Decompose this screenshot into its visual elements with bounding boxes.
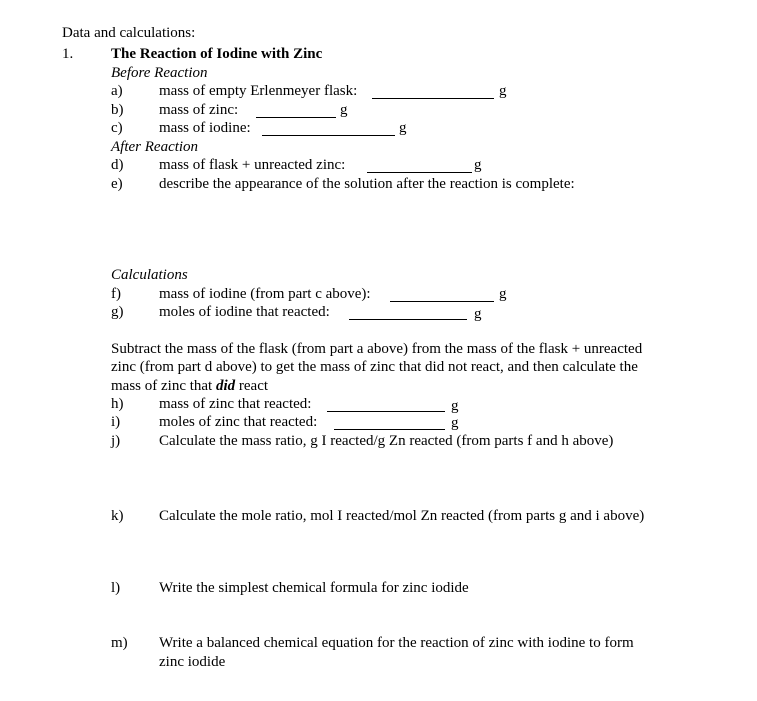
item-l-letter: l) [111, 580, 121, 596]
item-e-prompt: describe the appearance of the solution after the reaction is complete: [159, 176, 575, 192]
item-l-prompt: Write the simplest chemical formula for zinc iodide [159, 580, 469, 596]
item-c-label: mass of iodine: [159, 120, 251, 136]
item-k-letter: k) [111, 508, 124, 524]
instruction-line-3-start: mass of zinc that [111, 378, 216, 394]
instruction-line-2: zinc (from part d above) to get the mass of zinc that did not react, and then calculate the [111, 359, 638, 375]
item-g-unit: g [474, 306, 482, 322]
item-f-unit: g [499, 286, 507, 302]
item-i-unit: g [451, 415, 459, 431]
item-c-unit: g [399, 120, 407, 136]
item-h-letter: h) [111, 396, 124, 412]
item-f-letter: f) [111, 286, 121, 302]
item-g-answer-blank[interactable] [349, 319, 467, 320]
item-a-letter: a) [111, 83, 123, 99]
instruction-line-3-end: react [235, 378, 269, 394]
item-c-letter: c) [111, 120, 123, 136]
problem-title: The Reaction of Iodine with Zinc [111, 46, 323, 62]
item-g-letter: g) [111, 304, 124, 320]
instruction-line-1: Subtract the mass of the flask (from part a above) from the mass of the flask + unreacted [111, 341, 643, 357]
instruction-line-3 [111, 377, 268, 395]
item-b-letter: b) [111, 102, 124, 118]
item-h-label: mass of zinc that reacted: [159, 396, 312, 412]
item-d-letter: d) [111, 157, 124, 173]
item-i-answer-blank[interactable] [334, 429, 445, 430]
item-f-label: mass of iodine (from part c above): [159, 286, 371, 302]
problem-number: 1. [62, 46, 74, 62]
item-a-unit: g [499, 83, 507, 99]
item-d-label: mass of flask + unreacted zinc: [159, 157, 346, 173]
before-reaction-heading: Before Reaction [111, 65, 208, 81]
item-i-letter: i) [111, 414, 121, 430]
item-d-unit: g [474, 157, 482, 173]
item-j-prompt: Calculate the mass ratio, g I reacted/g Zn reacted (from parts f and h above) [159, 433, 614, 449]
calculations-heading: Calculations [111, 267, 188, 283]
item-j-letter: j) [111, 433, 121, 449]
item-b-answer-blank[interactable] [256, 117, 336, 118]
item-m-prompt-line-2: zinc iodide [159, 654, 226, 670]
item-m-letter: m) [111, 635, 128, 651]
item-h-unit: g [451, 398, 459, 414]
item-h-answer-blank[interactable] [327, 411, 445, 412]
item-c-answer-blank[interactable] [262, 135, 395, 136]
item-d-answer-blank[interactable] [367, 172, 472, 173]
item-b-unit: g [340, 102, 348, 118]
item-k-prompt: Calculate the mole ratio, mol I reacted/mol Zn reacted (from parts g and i above) [159, 508, 645, 524]
item-e-letter: e) [111, 176, 123, 192]
item-m-prompt-line-1: Write a balanced chemical equation for the reaction of zinc with iodine to form [159, 635, 634, 651]
item-g-label: moles of iodine that reacted: [159, 304, 330, 320]
after-reaction-heading: After Reaction [111, 139, 199, 155]
item-b-label: mass of zinc: [159, 102, 239, 118]
instruction-emphasis: did [215, 378, 236, 394]
section-heading: Data and calculations: [62, 25, 196, 41]
item-a-answer-blank[interactable] [372, 98, 494, 99]
item-i-label: moles of zinc that reacted: [159, 414, 318, 430]
item-a-label: mass of empty Erlenmeyer flask: [159, 83, 358, 99]
item-f-answer-blank[interactable] [390, 301, 494, 302]
